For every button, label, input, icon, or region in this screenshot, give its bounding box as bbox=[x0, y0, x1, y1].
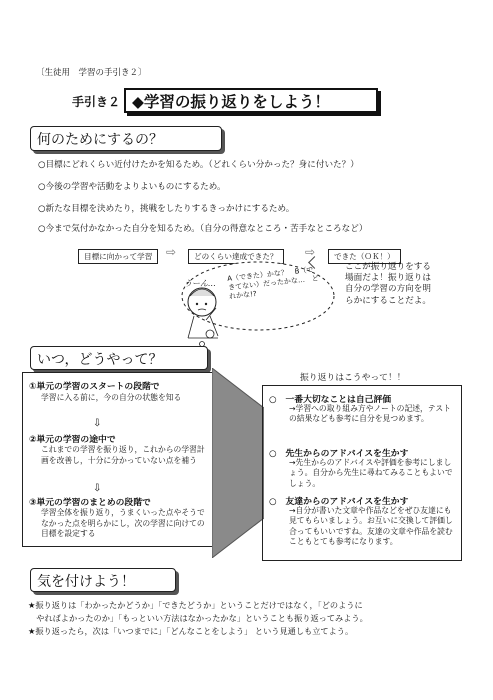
callout-note: ここが振り返りをする場面だよ！振り返りは自分の学習の方向を明らかにすることだよ。 bbox=[345, 262, 431, 306]
flow-box-done: できた（ＯＫ！） bbox=[328, 249, 401, 264]
steps-box bbox=[22, 372, 214, 547]
reflection-box bbox=[262, 385, 462, 561]
flow-arrow-icon: ⇨ bbox=[166, 245, 177, 259]
caution-line: ★振り返りは「わかったかどうか」「できたどうか」ということだけではなく，「どのように bbox=[28, 600, 363, 610]
caution-line: やればよかったのか」「もっといい方法はなかったかな」ということも振り返ってみよう。 bbox=[28, 613, 368, 623]
section-heading-when-how: いつ，どうやって？ bbox=[30, 346, 208, 370]
step-title: ①単元の学習のスタートの段階で bbox=[29, 382, 160, 392]
reflection-item-title: ○ 友達からのアドバイスを生かす bbox=[269, 497, 409, 507]
reflection-item-description: →自分が書いた文章や作品などをぜひ友達にも見てもらいましょう。お互いに交換して評価し合ってもいいですね。友達の文章や作品を読むこともとても参考になります。 bbox=[289, 506, 453, 547]
flow-box-study: 目標に向かって学習 bbox=[78, 249, 158, 264]
step-down-arrow-icon: ⇩ bbox=[93, 483, 102, 494]
sigh-text: うーん… bbox=[184, 279, 216, 288]
page-title-text: ◆学習の振り返りをしよう！ bbox=[132, 92, 330, 111]
section-heading-caution: 気を付けよう！ bbox=[30, 568, 176, 592]
step-title: ③単元の学習のまとめの段階で bbox=[29, 498, 151, 508]
step-description: これまでの学習を振り返り，これからの学習計画を改善し，十分に分かっていない点を補う bbox=[41, 445, 205, 465]
reflection-heading: 振り返りはこうやって！！ bbox=[300, 373, 406, 383]
reason-item: ○今まで気付かなかった自分を知るため。（自分の得意なところ・苦手なところなど） bbox=[38, 224, 368, 234]
reflection-item-title: ○ 先生からのアドバイスを生かす bbox=[269, 449, 409, 459]
thought-bubble-text: A（できた）かな？ B（できてない）だったかな… どれかな!? bbox=[226, 265, 320, 301]
caution-line: ★振り返ったら，次は「いつまでに」「どんなことをしよう」 という見通しも立てよう。 bbox=[28, 626, 354, 636]
big-gray-arrow-icon bbox=[212, 368, 264, 558]
document-header-label: 〔生徒用 学習の手引き２〕 bbox=[36, 68, 147, 78]
section-heading-why: 何のためにするの？ bbox=[30, 126, 222, 151]
flow-arrow-icon: ⇨ bbox=[305, 245, 316, 259]
reason-item: ○新たな目標を決めたり，挑戦をしたりするきっかけにするため。 bbox=[38, 204, 295, 214]
step-description: 学習に入る前に，今の自分の状態を知る bbox=[41, 393, 182, 402]
reason-item: ○今後の学習や活動をよりよいものにするため。 bbox=[38, 182, 226, 192]
reflection-item-description: →先生からのアドバイスや評価を参考にしましょう。自分から先生に尋ねてみることもよいでしょう。 bbox=[289, 458, 453, 488]
page-title bbox=[124, 88, 378, 113]
reflection-item-description: →学習への取り組み方やノートの記述，テストの結果なども参考に自分を見つめます。 bbox=[289, 404, 451, 424]
reason-item: ○目標にどれくらい近付けたかを知るため。（どれくらい分かった？身に付いた？） bbox=[38, 160, 359, 170]
step-description: 学習全体を振り返り，うまくいった点やそうでなかった点を明らかにし，次の学習に向けての目標を設定する bbox=[41, 508, 205, 539]
tebiki-number: 手引き２ bbox=[72, 95, 121, 109]
thought-dot bbox=[206, 330, 214, 338]
step-title: ②単元の学習の途中で bbox=[29, 435, 116, 445]
reflection-item-title: ○ 一番大切なことは自己評価 bbox=[269, 395, 392, 405]
step-down-arrow-icon: ⇩ bbox=[93, 418, 102, 429]
flow-box-achievement: どのくらい達成できた？ bbox=[188, 249, 284, 264]
